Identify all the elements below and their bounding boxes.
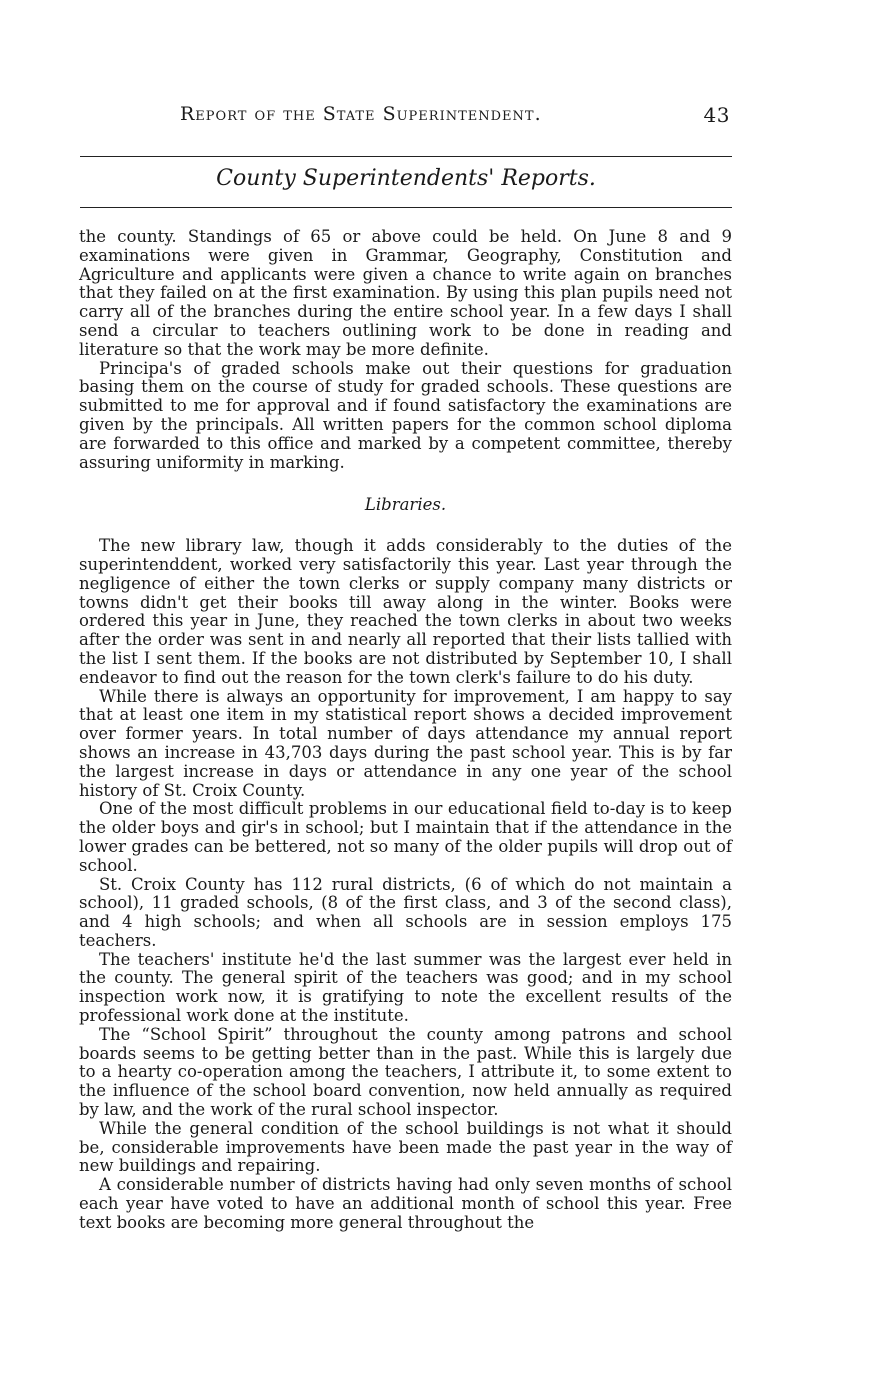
section-title: County Superintendents' Reports. xyxy=(216,166,596,191)
paragraph: The “School Spirit” throughout the county among patrons and school boards seems to be getting better than in the past. While this is largely due to a hearty co-operation among the teachers, I attribute it, to some extent to the influence of the school board convention, now held annually as required by law, and the work of the rural school inspector. xyxy=(79,1024,732,1120)
page-number: 43 xyxy=(703,103,730,127)
body-text xyxy=(79,228,732,1233)
paragraph: A considerable number of districts having had only seven months of school each year have voted to have an additional month of school this year. Free text books are becoming more general throughout the xyxy=(79,1175,732,1232)
paragraph: Principa's of graded schools make out their questions for graduation basing them on the course of study for graded schools. These questions are submitted to me for approval and if found satisfactory the examinations are given by the principals. All written papers for the common school diploma are forwarded to this office and marked by a competent committee, thereby assuring uniformity in marking. xyxy=(79,358,732,472)
running-head xyxy=(80,103,732,133)
paragraph: St. Croix County has 112 rural districts, (6 of which do not maintain a school), 11 graded schools, (8 of the first class, and 3 of the second class), and 4 high schools; and when all schools are in session employs 175 teachers. xyxy=(79,874,732,950)
subheading-libraries: Libraries. xyxy=(364,495,447,515)
paragraph: The teachers' institute he'd the last summer was the largest ever held in the county. The general spirit of the teachers was good; and in my school inspection work now, it is gratifying to note the excellent results of the professional work done at the institute. xyxy=(79,949,732,1026)
paragraph: the county. Standings of 65 or above could be held. On June 8 and 9 examinations were given in Grammar, Geography, Constitution and Agriculture and applicants were given a chance to write again on branches that they failed on at the first examination. By using this plan pupils need not carry all of the branches during the entire school year. In a few days I shall send a circular to teachers outlining work to be done in reading and literature so that the work may be more definite. xyxy=(79,227,732,359)
running-title: Report of the State Superintendent. xyxy=(180,103,542,125)
paragraph: The new library law, though it adds considerably to the duties of the superintenddent, worked very satisfactorily this year. Last year through the negligence of either the town clerks or supply company many districts or towns didn't get their books till away along in the winter. Books were ordered this year in June, they reached the town clerks in about two weeks after the order was sent in and nearly all reported that their lists tallied with the list I sent them. If the books are not distributed by September 10, I shall endeavor to find out the reason for the town clerk's failure to do his duty. xyxy=(79,536,732,687)
top-rule xyxy=(80,156,732,157)
paragraph: One of the most difficult problems in our educational field to-day is to keep the older boys and gir's in school; but I maintain that if the attendance in the lower grades can be bettered, not so many of the older pupils will drop out of school. xyxy=(79,799,732,875)
bottom-rule xyxy=(80,207,732,208)
paragraph: While the general condition of the school buildings is not what it should be, considerable improvements have been made the past year in the way of new buildings and repairing. xyxy=(79,1118,732,1176)
paragraph: While there is always an opportunity for improvement, I am happy to say that at least one item in my statistical report shows a decided improvement over former years. In total number of days attendance my annual report shows an increase in 43,703 days during the past school year. This is by far the largest increase in days or attendance in any one year of the school history of St. Croix County. xyxy=(79,686,732,800)
